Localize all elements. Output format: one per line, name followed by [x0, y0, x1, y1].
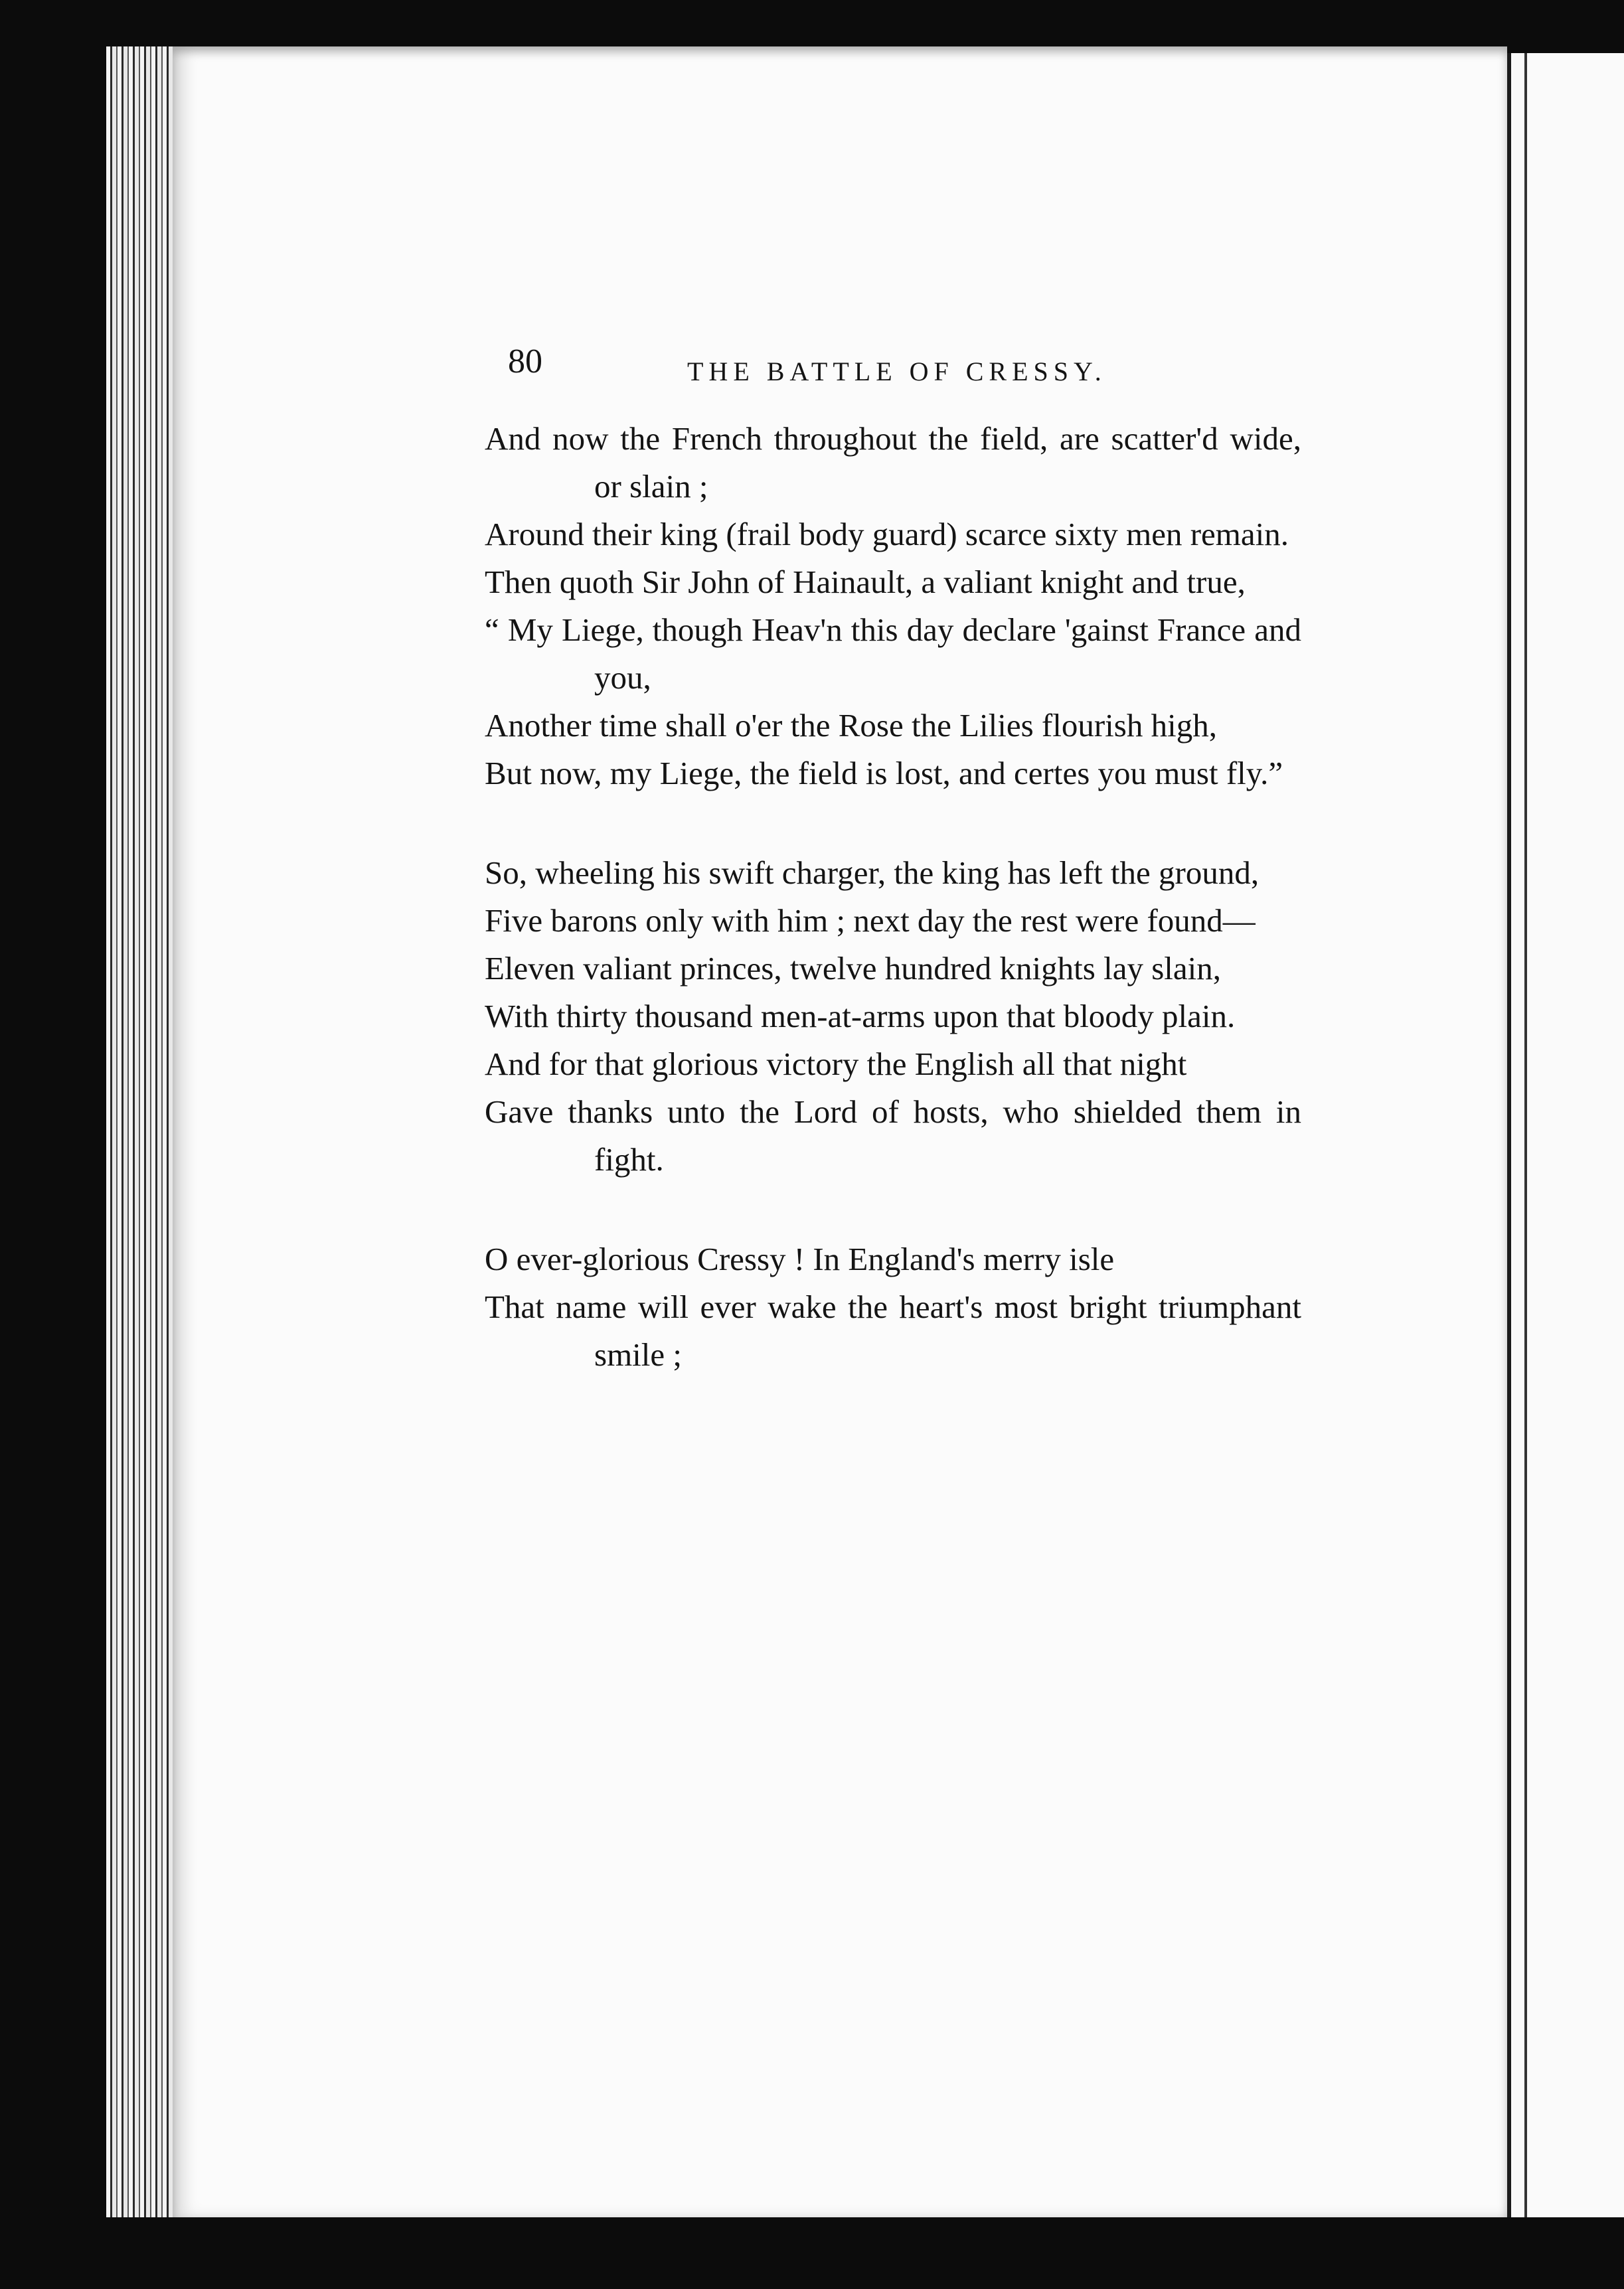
verse-line: So, wheeling his swift charger, the king has left the ground, — [485, 854, 1259, 891]
verse-line: But now, my Liege, the field is lost, and certes you must fly.” — [485, 755, 1283, 791]
verse-line: O ever-glorious Cressy ! In England's merry isle — [485, 1241, 1115, 1277]
verse-line: Another time shall o'er the Rose the Lilies flourish high, — [485, 707, 1217, 744]
stanza — [485, 415, 1301, 797]
stanza — [485, 849, 1301, 1184]
page-number: 80 — [508, 343, 542, 380]
scan-border — [0, 2217, 1624, 2289]
verse-line: Five barons only with him ; next day the rest were found— — [485, 902, 1256, 939]
verse-line: Gave thanks unto the Lord of hosts, who shielded them in fight. — [485, 1093, 1301, 1178]
verse-line: And for that glorious victory the English all that night — [485, 1046, 1187, 1082]
verse-line: “ My Liege, though Heav'n this day declare 'gainst France and you, — [485, 611, 1301, 696]
verse-line: And now the French throughout the field, are scatter'd wide, or slain ; — [485, 420, 1301, 505]
verse-line: Around their king (frail body guard) scarce sixty men remain. — [485, 516, 1289, 552]
verse-line: With thirty thousand men-at-arms upon that bloody plain. — [485, 998, 1236, 1034]
book-page-edges — [106, 46, 179, 2224]
stanza — [485, 1235, 1301, 1379]
verse-line: Eleven valiant princes, twelve hundred knights lay slain, — [485, 950, 1222, 987]
verse-line: That name will ever wake the heart's most bright triumphant smile ; — [485, 1289, 1301, 1373]
verse-line: Then quoth Sir John of Hainault, a valiant knight and true, — [485, 564, 1246, 600]
poem-text — [485, 415, 1301, 1431]
running-title: THE BATTLE OF CRESSY. — [687, 356, 1107, 386]
facing-page-edge — [1507, 53, 1624, 2217]
